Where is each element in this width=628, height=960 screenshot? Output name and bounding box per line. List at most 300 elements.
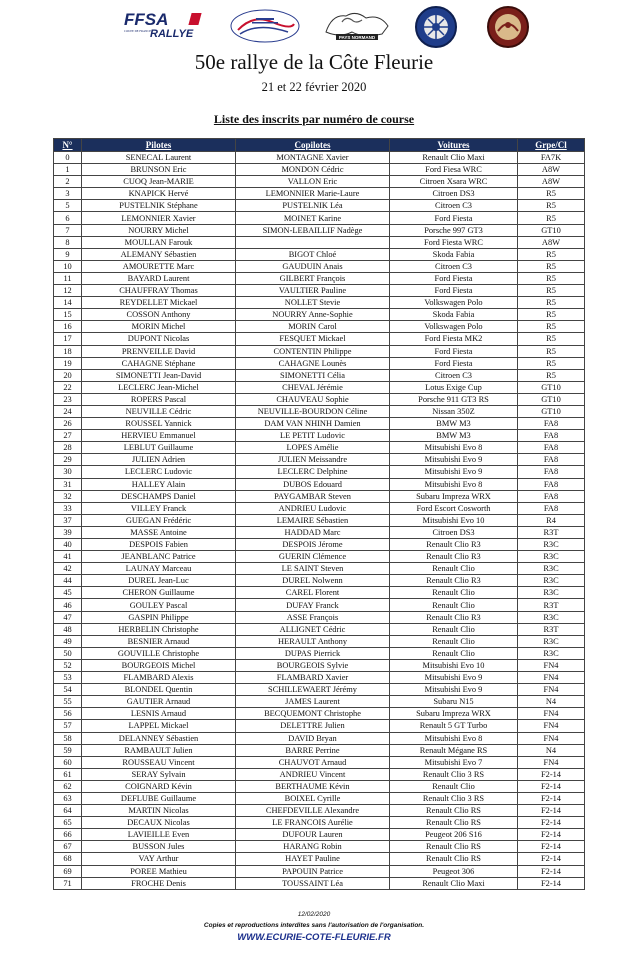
groupe-classe: F2-14 <box>518 829 585 841</box>
groupe-classe: FA8 <box>518 442 585 454</box>
entry-number: 3 <box>54 188 82 200</box>
footer-website-link[interactable]: WWW.ECURIE-COTE-FLEURIE.FR <box>237 932 391 943</box>
pilote-name: COSSON Anthony <box>82 309 236 321</box>
list-subtitle: Liste des inscrits par numéro de course <box>213 112 415 126</box>
copilote-name: NOURRY Anne-Sophie <box>236 309 390 321</box>
pilote-name: KNAPICK Hervé <box>82 188 236 200</box>
pilote-name: VAY Arthur <box>82 853 236 865</box>
pilote-name: BRUNSON Eric <box>82 164 236 176</box>
pilote-name: DESCHAMPS Daniel <box>82 490 236 502</box>
groupe-classe: F2-14 <box>518 853 585 865</box>
pilote-name: MARTIN Nicolas <box>82 805 236 817</box>
pilote-name: LEBLUT Guillaume <box>82 442 236 454</box>
header-copilotes: Copilotes <box>236 139 390 152</box>
entry-number: 55 <box>54 696 82 708</box>
pilote-name: GOULEY Pascal <box>82 599 236 611</box>
groupe-classe: A8W <box>518 176 585 188</box>
copilote-name: ANDRIEU Ludovic <box>236 502 390 514</box>
pilote-name: DESPOIS Fabien <box>82 539 236 551</box>
entry-number: 9 <box>54 248 82 260</box>
entry-number: 62 <box>54 780 82 792</box>
entry-number: 49 <box>54 635 82 647</box>
groupe-classe: R5 <box>518 321 585 333</box>
entry-number: 10 <box>54 260 82 272</box>
voiture-model: Porsche 911 GT3 RS <box>390 393 518 405</box>
entry-number: 41 <box>54 551 82 563</box>
voiture-model: Citroen DS3 <box>390 188 518 200</box>
entry-number: 15 <box>54 309 82 321</box>
entry-number: 31 <box>54 478 82 490</box>
table-row <box>54 260 585 272</box>
groupe-classe: R5 <box>518 200 585 212</box>
copilote-name: GILBERT François <box>236 272 390 284</box>
pilote-name: PUSTELNIK Stéphane <box>82 200 236 212</box>
copilote-name: DUBOS Edouard <box>236 478 390 490</box>
event-dates: 21 et 22 février 2020 <box>261 80 367 94</box>
copilote-name: SIMON-LEBAILLIF Nadège <box>236 224 390 236</box>
pilote-name: GASPIN Philippe <box>82 611 236 623</box>
table-row <box>54 853 585 865</box>
table-row <box>54 805 585 817</box>
entry-number: 1 <box>54 164 82 176</box>
voiture-model: Ford Fiesta MK2 <box>390 333 518 345</box>
pilote-name: AMOURETTE Marc <box>82 260 236 272</box>
entry-number: 30 <box>54 466 82 478</box>
entry-number: 24 <box>54 405 82 417</box>
entry-number: 64 <box>54 805 82 817</box>
entry-number: 57 <box>54 720 82 732</box>
pilote-name: JULIEN Adrien <box>82 454 236 466</box>
entry-number: 47 <box>54 611 82 623</box>
entry-number: 61 <box>54 768 82 780</box>
pilote-name: DUREL Jean-Luc <box>82 575 236 587</box>
table-header-row <box>54 139 585 152</box>
groupe-classe: FN4 <box>518 672 585 684</box>
copilote-name: CHAUVOT Arnaud <box>236 756 390 768</box>
voiture-model: Renault Mégane RS <box>390 744 518 756</box>
copilote-name: FLAMBARD Xavier <box>236 672 390 684</box>
voiture-model: Ford Escort Cosworth <box>390 502 518 514</box>
copilote-name: CAHAGNE Lounès <box>236 357 390 369</box>
voiture-model: Citroen DS3 <box>390 526 518 538</box>
voiture-model: Subaru Impreza WRX <box>390 490 518 502</box>
table-row <box>54 672 585 684</box>
voiture-model: Mitsubishi Evo 9 <box>390 672 518 684</box>
copilote-name: CHEFDEVILLE Alexandre <box>236 805 390 817</box>
entry-number: 50 <box>54 647 82 659</box>
table-row <box>54 780 585 792</box>
table-row <box>54 526 585 538</box>
table-row <box>54 478 585 490</box>
groupe-classe: FA8 <box>518 430 585 442</box>
voiture-model: Ford Fiesta WRC <box>390 236 518 248</box>
voiture-model: Renault Clio Maxi <box>390 877 518 889</box>
table-row <box>54 744 585 756</box>
voiture-model: Subaru N15 <box>390 696 518 708</box>
ligue-normandie-logo <box>228 8 302 44</box>
pilote-name: JEANBLANC Patrice <box>82 551 236 563</box>
copilote-name: SCHILLEWAERT Jérémy <box>236 684 390 696</box>
entry-number: 40 <box>54 539 82 551</box>
voiture-model: Ford Fiesta <box>390 272 518 284</box>
voiture-model: Mitsubishi Evo 9 <box>390 684 518 696</box>
pilote-name: ROPERS Pascal <box>82 393 236 405</box>
groupe-classe: GT10 <box>518 393 585 405</box>
voiture-model: Renault Clio 3 RS <box>390 768 518 780</box>
copilote-name: DELETTRE Julien <box>236 720 390 732</box>
table-row <box>54 285 585 297</box>
table-row <box>54 502 585 514</box>
header-pilotes: Pilotes <box>82 139 236 152</box>
voiture-model: Volkswagen Polo <box>390 297 518 309</box>
pilote-name: GAUTIER Arnaud <box>82 696 236 708</box>
entry-number: 7 <box>54 224 82 236</box>
pilote-name: HALLEY Alain <box>82 478 236 490</box>
pilote-name: BUSSON Jules <box>82 841 236 853</box>
pilote-name: DUPONT Nicolas <box>82 333 236 345</box>
entry-number: 42 <box>54 563 82 575</box>
copilote-name: PAYGAMBAR Steven <box>236 490 390 502</box>
voiture-model: Subaru Impreza WRX <box>390 708 518 720</box>
voiture-model: Mitsubishi Evo 10 <box>390 514 518 526</box>
copilote-name: DUFOUR Lauren <box>236 829 390 841</box>
voiture-model: Mitsubishi Evo 8 <box>390 442 518 454</box>
copilote-name: BIGOT Chloé <box>236 248 390 260</box>
copilote-name: LOPES Amélie <box>236 442 390 454</box>
entry-number: 28 <box>54 442 82 454</box>
table-row <box>54 587 585 599</box>
copilote-name: MORIN Carol <box>236 321 390 333</box>
table-row <box>54 333 585 345</box>
ecurie-badge-logo <box>486 5 530 49</box>
groupe-classe: FA8 <box>518 502 585 514</box>
header-number: N° <box>54 139 82 152</box>
voiture-model: Ford Fiesta <box>390 212 518 224</box>
pilote-name: PRENVEILLE David <box>82 345 236 357</box>
copilote-name: CONTENTIN Philippe <box>236 345 390 357</box>
ffsa-logo-flag <box>188 13 201 25</box>
voiture-model: Renault Clio <box>390 623 518 635</box>
table-row <box>54 792 585 804</box>
groupe-classe: R3C <box>518 563 585 575</box>
entry-number: 58 <box>54 732 82 744</box>
voiture-model: Mitsubishi Evo 7 <box>390 756 518 768</box>
copilote-name: LE PETIT Ludovic <box>236 430 390 442</box>
pilote-name: NOURRY Michel <box>82 224 236 236</box>
entry-list-table <box>53 138 585 890</box>
table-row <box>54 696 585 708</box>
pilote-name: NEUVILLE Cédric <box>82 405 236 417</box>
voiture-model: Renault Clio <box>390 563 518 575</box>
voiture-model: Skoda Fabia <box>390 309 518 321</box>
groupe-classe: FN4 <box>518 684 585 696</box>
table-row <box>54 490 585 502</box>
groupe-classe: R3C <box>518 539 585 551</box>
pilote-name: DECAUX Nicolas <box>82 817 236 829</box>
groupe-classe: R3C <box>518 575 585 587</box>
groupe-classe: R3C <box>518 647 585 659</box>
entry-number: 8 <box>54 236 82 248</box>
table-row <box>54 841 585 853</box>
voiture-model: Renault Clio Maxi <box>390 152 518 164</box>
entry-number: 14 <box>54 297 82 309</box>
copilote-name: BECQUEMONT Christophe <box>236 708 390 720</box>
copilote-name: LECLERC Delphine <box>236 466 390 478</box>
entry-number: 60 <box>54 756 82 768</box>
entry-number: 59 <box>54 744 82 756</box>
table-row <box>54 611 585 623</box>
entry-number: 27 <box>54 430 82 442</box>
header-voitures: Voitures <box>390 139 518 152</box>
groupe-classe: FN4 <box>518 708 585 720</box>
entry-number: 48 <box>54 623 82 635</box>
copilote-name <box>236 236 390 248</box>
voiture-model: Mitsubishi Evo 10 <box>390 659 518 671</box>
copilote-name: CAREL Florent <box>236 587 390 599</box>
copilote-name: VAULTIER Pauline <box>236 285 390 297</box>
pilote-name: LAVIEILLE Even <box>82 829 236 841</box>
entry-number: 26 <box>54 418 82 430</box>
groupe-classe: R3C <box>518 635 585 647</box>
pilote-name: MORIN Michel <box>82 321 236 333</box>
copilote-name: TOUSSAINT Léa <box>236 877 390 889</box>
table-row <box>54 539 585 551</box>
voiture-model: Lotus Exige Cup <box>390 381 518 393</box>
ffsa-rallye-logo <box>124 10 204 42</box>
wheel-logo <box>414 5 458 49</box>
entry-number: 66 <box>54 829 82 841</box>
voiture-model: Volkswagen Polo <box>390 321 518 333</box>
table-row <box>54 200 585 212</box>
groupe-classe: A8W <box>518 236 585 248</box>
pilote-name: FLAMBARD Alexis <box>82 672 236 684</box>
entry-number: 71 <box>54 877 82 889</box>
table-row <box>54 152 585 164</box>
voiture-model: Citroen C3 <box>390 369 518 381</box>
pays-normand-text: PAYS NORMAND <box>338 35 376 40</box>
table-row <box>54 817 585 829</box>
groupe-classe: R5 <box>518 248 585 260</box>
voiture-model: Ford Fiesta <box>390 285 518 297</box>
groupe-classe: GT10 <box>518 405 585 417</box>
voiture-model: Mitsubishi Evo 8 <box>390 478 518 490</box>
voiture-model: Renault Clio RS <box>390 817 518 829</box>
voiture-model: Citroen C3 <box>390 200 518 212</box>
entry-number: 18 <box>54 345 82 357</box>
pilote-name: ROUSSEL Yannick <box>82 418 236 430</box>
copilote-name: HARANG Robin <box>236 841 390 853</box>
pilote-name: GUEGAN Frédéric <box>82 514 236 526</box>
pilote-name: LEMONNIER Xavier <box>82 212 236 224</box>
table-row <box>54 454 585 466</box>
groupe-classe: F2-14 <box>518 805 585 817</box>
groupe-classe: FA8 <box>518 418 585 430</box>
entry-number: 11 <box>54 272 82 284</box>
copilote-name: LEMONNIER Marie-Laure <box>236 188 390 200</box>
copilote-name: LE SAINT Steven <box>236 563 390 575</box>
groupe-classe: R5 <box>518 297 585 309</box>
copilote-name: ANDRIEU Vincent <box>236 768 390 780</box>
voiture-model: Renault Clio RS <box>390 841 518 853</box>
entry-number: 32 <box>54 490 82 502</box>
copilote-name: DUPAS Pierrick <box>236 647 390 659</box>
footer-date: 12/02/2020 <box>297 911 331 918</box>
groupe-classe: R3C <box>518 611 585 623</box>
pilote-name: HERBELIN Christophe <box>82 623 236 635</box>
pilote-name: FROCHE Denis <box>82 877 236 889</box>
groupe-classe: F2-14 <box>518 877 585 889</box>
entry-number: 37 <box>54 514 82 526</box>
copilote-name: HAYET Pauline <box>236 853 390 865</box>
pilote-name: BESNIER Arnaud <box>82 635 236 647</box>
copilote-name: SIMONETTI Célia <box>236 369 390 381</box>
voiture-model: BMW M3 <box>390 418 518 430</box>
entry-number: 19 <box>54 357 82 369</box>
pilote-name: REYDELLET Mickael <box>82 297 236 309</box>
groupe-classe: R5 <box>518 309 585 321</box>
groupe-classe: GT10 <box>518 224 585 236</box>
pilote-name: LESNIS Arnaud <box>82 708 236 720</box>
voiture-model: Renault Clio R3 <box>390 611 518 623</box>
voiture-model: Renault Clio 3 RS <box>390 792 518 804</box>
copilote-name: HADDAD Marc <box>236 526 390 538</box>
ffsa-logo-rallye-text: RALLYE <box>150 28 194 40</box>
groupe-classe: FA7K <box>518 152 585 164</box>
copilote-name: LEMAIRE Sébastien <box>236 514 390 526</box>
table-row <box>54 563 585 575</box>
table-row <box>54 647 585 659</box>
entry-number: 29 <box>54 454 82 466</box>
groupe-classe: R5 <box>518 272 585 284</box>
pilote-name: SERAY Sylvain <box>82 768 236 780</box>
voiture-model: Renault Clio RS <box>390 805 518 817</box>
pilote-name: LAUNAY Marceau <box>82 563 236 575</box>
table-row <box>54 212 585 224</box>
voiture-model: Ford Fiesta <box>390 345 518 357</box>
table-row <box>54 466 585 478</box>
entry-number: 45 <box>54 587 82 599</box>
voiture-model: Renault Clio R3 <box>390 551 518 563</box>
voiture-model: Renault 5 GT Turbo <box>390 720 518 732</box>
table-row <box>54 442 585 454</box>
groupe-classe: R5 <box>518 188 585 200</box>
voiture-model: Mitsubishi Evo 9 <box>390 454 518 466</box>
table-row <box>54 720 585 732</box>
groupe-classe: R5 <box>518 285 585 297</box>
voiture-model: Renault Clio <box>390 599 518 611</box>
table-row <box>54 575 585 587</box>
copilote-name: DUFAY Franck <box>236 599 390 611</box>
table-row <box>54 272 585 284</box>
groupe-classe: FA8 <box>518 478 585 490</box>
groupe-classe: R5 <box>518 333 585 345</box>
copilote-name: PAPOUIN Patrice <box>236 865 390 877</box>
table-row <box>54 236 585 248</box>
entry-number: 46 <box>54 599 82 611</box>
groupe-classe: R5 <box>518 369 585 381</box>
groupe-classe: R3T <box>518 599 585 611</box>
table-row <box>54 659 585 671</box>
voiture-model: Citroen C3 <box>390 260 518 272</box>
entry-number: 52 <box>54 659 82 671</box>
pilote-name: CUOQ Jean-MARIE <box>82 176 236 188</box>
groupe-classe: FN4 <box>518 720 585 732</box>
pilote-name: BAYARD Laurent <box>82 272 236 284</box>
table-row <box>54 430 585 442</box>
entry-number: 2 <box>54 176 82 188</box>
voiture-model: Renault Clio <box>390 635 518 647</box>
table-row <box>54 635 585 647</box>
groupe-classe: R5 <box>518 357 585 369</box>
table-row <box>54 829 585 841</box>
voiture-model: Renault Clio <box>390 587 518 599</box>
pilote-name: COIGNARD Kévin <box>82 780 236 792</box>
copilote-name: PUSTELNIK Léa <box>236 200 390 212</box>
table-row <box>54 176 585 188</box>
copilote-name: BARRE Perrine <box>236 744 390 756</box>
pilote-name: GOUVILLE Christophe <box>82 647 236 659</box>
copilote-name: BERTHAUME Kévin <box>236 780 390 792</box>
copilote-name: FESQUET Mickael <box>236 333 390 345</box>
voiture-model: Renault Clio R3 <box>390 539 518 551</box>
copilote-name: MONDON Cédric <box>236 164 390 176</box>
groupe-classe: F2-14 <box>518 841 585 853</box>
groupe-classe: F2-14 <box>518 817 585 829</box>
pilote-name: LECLERC Jean-Michel <box>82 381 236 393</box>
voiture-model: Peugeot 206 S16 <box>390 829 518 841</box>
groupe-classe: R5 <box>518 212 585 224</box>
entry-number: 6 <box>54 212 82 224</box>
groupe-classe: F2-14 <box>518 865 585 877</box>
copilote-name: CHAUVEAU Sophie <box>236 393 390 405</box>
voiture-model: Renault Clio RS <box>390 853 518 865</box>
table-row <box>54 188 585 200</box>
copilote-name: BOIXEL Cyrille <box>236 792 390 804</box>
pilote-name: DELANNEY Sébastien <box>82 732 236 744</box>
table-row <box>54 684 585 696</box>
pilote-name: MASSE Antoine <box>82 526 236 538</box>
voiture-model: Peugeot 306 <box>390 865 518 877</box>
groupe-classe: F2-14 <box>518 780 585 792</box>
table-row <box>54 297 585 309</box>
pilote-name: BLONDEL Quentin <box>82 684 236 696</box>
page-title: 50e rallye de la Côte Fleurie <box>194 50 434 74</box>
groupe-classe: FN4 <box>518 732 585 744</box>
table-row <box>54 877 585 889</box>
pilote-name: VILLEY Franck <box>82 502 236 514</box>
entry-number: 53 <box>54 672 82 684</box>
entry-number: 0 <box>54 152 82 164</box>
logo-bar <box>0 2 628 52</box>
table-row <box>54 732 585 744</box>
entry-number: 22 <box>54 381 82 393</box>
pilote-name: CHERON Guillaume <box>82 587 236 599</box>
table-row <box>54 708 585 720</box>
ffsa-logo-text: FFSA <box>124 10 169 29</box>
groupe-classe: FA8 <box>518 454 585 466</box>
table-row <box>54 381 585 393</box>
pilote-name: RAMBAULT Julien <box>82 744 236 756</box>
voiture-model: Mitsubishi Evo 8 <box>390 732 518 744</box>
header-groupe-classe: Grpe/Cl <box>518 139 585 152</box>
pilote-name: DEFLUBE Guillaume <box>82 792 236 804</box>
groupe-classe: N4 <box>518 696 585 708</box>
pilote-name: LECLERC Ludovic <box>82 466 236 478</box>
entry-number: 33 <box>54 502 82 514</box>
copilote-name: JAMES Laurent <box>236 696 390 708</box>
table-row <box>54 599 585 611</box>
copilote-name: VALLON Eric <box>236 176 390 188</box>
